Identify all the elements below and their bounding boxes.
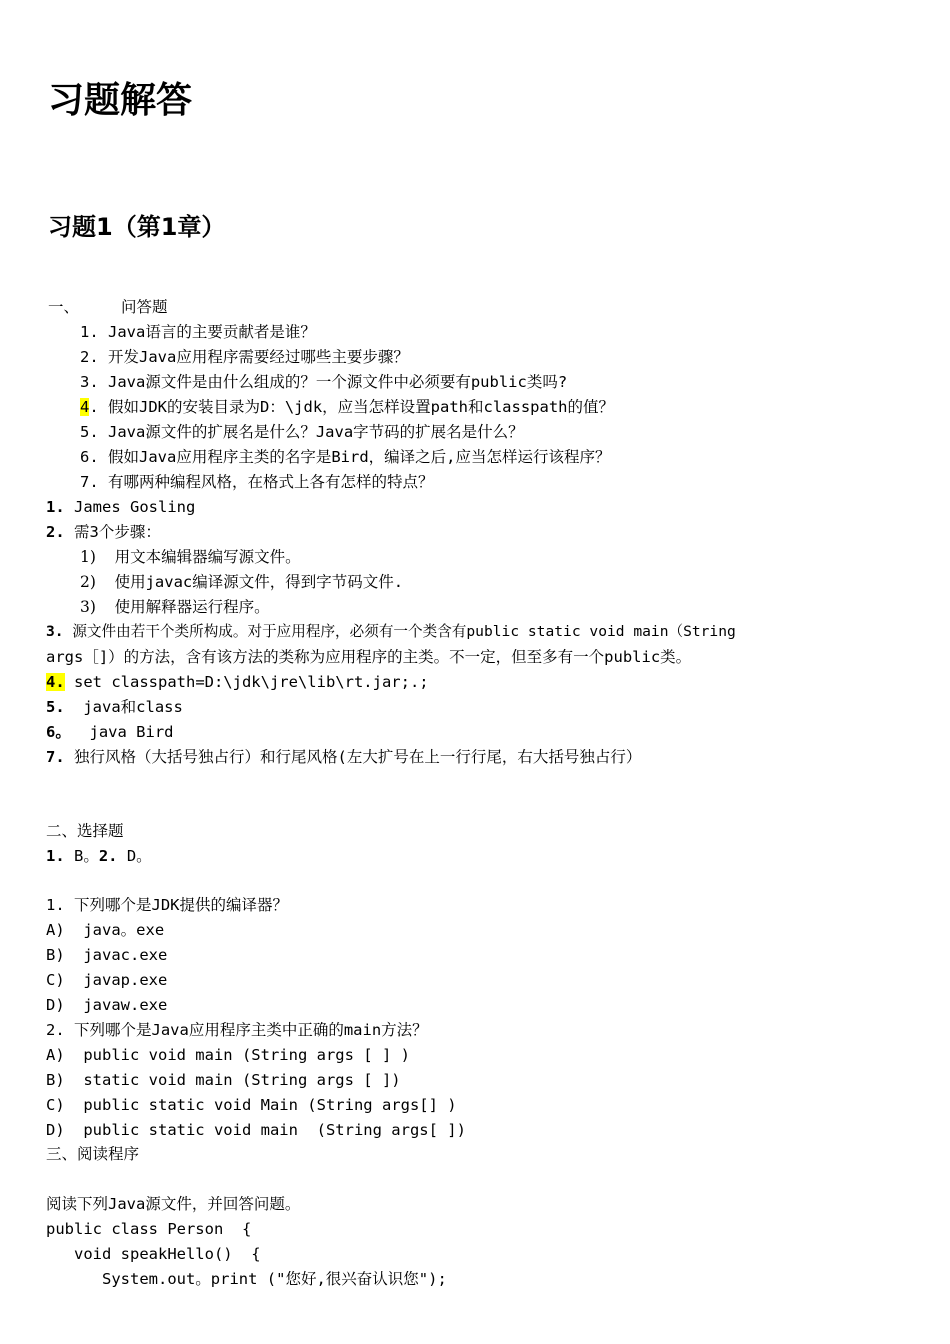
question-text: 有哪两种编程风格，在格式上各有怎样的特点？ — [108, 473, 434, 491]
section1-heading — [48, 296, 168, 318]
answer-num: 2. — [98, 847, 118, 865]
question-num: 1. — [80, 323, 99, 341]
choice-option: C) public static void Main (String args[] ) — [46, 1096, 457, 1114]
section3-intro: 阅读下列Java源文件，并回答问题。 — [46, 1195, 301, 1213]
code-line: System.out。print ("您好,很兴奋认识您"); — [46, 1270, 447, 1288]
question-2 — [80, 346, 409, 368]
question-num: 3. — [80, 373, 99, 391]
step-num: 3) — [80, 598, 96, 616]
step-1 — [80, 546, 301, 568]
answer-3-line2: args［]）的方法，含有该方法的类称为应用程序的主类。不一定，但至多有一个public类。 — [46, 648, 692, 666]
answer-text: java Bird — [70, 723, 174, 741]
question-num: 5. — [80, 423, 99, 441]
question-text: Java语言的主要贡献者是谁？ — [108, 323, 316, 341]
answer-text: D。 — [117, 847, 152, 865]
choice-question-1: 1. 下列哪个是JDK提供的编译器？ — [46, 896, 288, 914]
question-num: 7. — [80, 473, 99, 491]
section2-answers — [46, 845, 152, 867]
answer-7 — [46, 746, 641, 768]
step-num: 1) — [80, 548, 96, 566]
question-num-highlighted: 4 — [80, 398, 90, 416]
answer-text: 需3个步骤： — [64, 523, 161, 541]
answer-5 — [46, 696, 183, 718]
answer-text: java和class — [64, 698, 183, 716]
answer-4 — [46, 671, 429, 693]
question-text: . 假如JDK的安装目录为D：\jdk，应当怎样设置path和classpath的值？ — [89, 398, 614, 416]
step-2 — [80, 571, 403, 593]
answer-3-line1 — [46, 621, 736, 643]
choice-option: D) javaw.exe — [46, 996, 168, 1014]
answer-text: 独行风格（大括号独占行）和行尾风格(左大扩号在上一行行尾，右大括号独占行） — [64, 748, 642, 766]
chapter-heading: 习题1（第1章） — [48, 213, 226, 241]
choice-option: D) public static void main (String args[ ]) — [46, 1121, 466, 1139]
choice-option: B) javac.exe — [46, 946, 168, 964]
answer-num: 6。 — [46, 723, 71, 741]
code-line: void speakHello() { — [46, 1245, 261, 1263]
answer-text: 源文件由若干个类所构成。对于应用程序，必须有一个类含有public static void main（String — [63, 623, 736, 640]
answer-text: set classpath=D:\jdk\jre\lib\rt.jar;.; — [64, 673, 429, 691]
question-3 — [80, 371, 567, 393]
question-text: Java源文件的扩展名是什么？Java字节码的扩展名是什么？ — [108, 423, 524, 441]
answer-num: 1. — [46, 847, 65, 865]
code-line: public class Person { — [46, 1220, 252, 1238]
section1-title: 问答题 — [121, 298, 168, 316]
question-5 — [80, 421, 524, 443]
question-text: 假如Java应用程序主类的名字是Bird，编译之后,应当怎样运行该程序？ — [108, 448, 611, 466]
choice-option: C) javap.exe — [46, 971, 168, 989]
answer-num: 3. — [46, 623, 64, 640]
section3-title: 三、阅读程序 — [46, 1145, 140, 1163]
choice-option: A) java。exe — [46, 921, 165, 939]
question-6 — [80, 446, 611, 468]
answer-text: B。 — [64, 847, 99, 865]
question-num: 6. — [80, 448, 99, 466]
answer-num: 5. — [46, 698, 65, 716]
answer-num-highlighted: 4. — [46, 673, 65, 691]
answer-num: 2. — [46, 523, 65, 541]
step-text: 使用解释器运行程序。 — [114, 598, 270, 616]
choice-question-2: 2. 下列哪个是Java应用程序主类中正确的main方法？ — [46, 1021, 428, 1039]
step-text: 使用javac编译源文件，得到字节码文件. — [114, 573, 404, 591]
answer-num: 1. — [46, 498, 65, 516]
step-text: 用文本编辑器编写源文件。 — [114, 548, 301, 566]
step-num: 2) — [80, 573, 96, 591]
question-text: 开发Java应用程序需要经过哪些主要步骤？ — [108, 348, 409, 366]
choice-option: A) public void main (String args [ ] ) — [46, 1046, 410, 1064]
question-1 — [80, 321, 316, 343]
section2-title: 二、选择题 — [46, 822, 124, 840]
answer-2 — [46, 521, 161, 543]
answer-6 — [46, 721, 174, 743]
page-title: 习题解答 — [48, 80, 193, 121]
question-text: Java源文件是由什么组成的？一个源文件中必须要有public类吗? — [108, 373, 568, 391]
choice-option: B) static void main (String args [ ]) — [46, 1071, 401, 1089]
question-7 — [80, 471, 434, 493]
question-num: 2. — [80, 348, 99, 366]
section1-label: 一、 — [48, 298, 80, 316]
answer-1 — [46, 496, 195, 518]
answer-text: James Gosling — [64, 498, 196, 516]
question-4 — [80, 396, 614, 418]
step-3 — [80, 596, 270, 618]
answer-num: 7. — [46, 748, 65, 766]
